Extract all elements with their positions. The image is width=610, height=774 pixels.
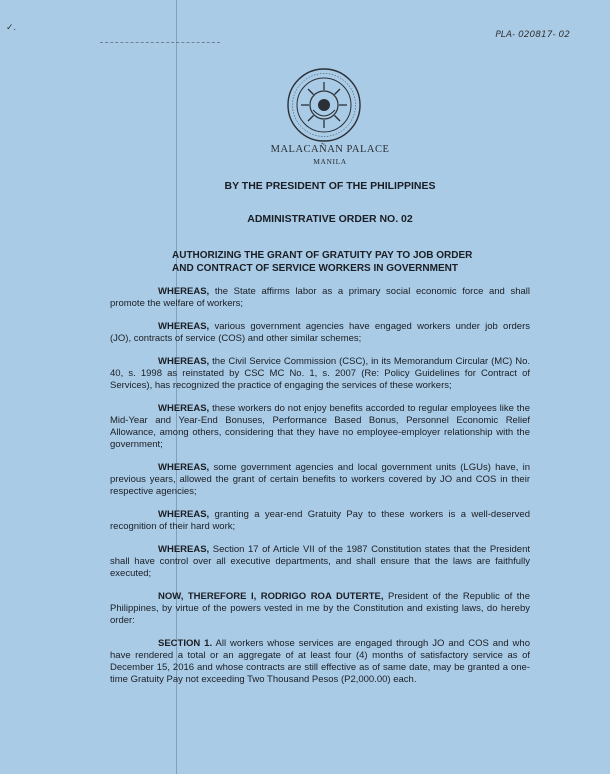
presidential-seal-icon	[285, 66, 363, 144]
whereas-clause	[110, 286, 530, 310]
whereas-clause	[110, 321, 530, 345]
whereas-clause	[110, 462, 530, 498]
city-name: MANILA	[313, 157, 347, 166]
order-title-line: AND CONTRACT OF SERVICE WORKERS IN GOVERNMENT	[172, 263, 458, 274]
clause-text: the State affirms labor as a primary social economic force and shall promote the welfare of workers;	[110, 286, 530, 309]
clause-lead: WHEREAS,	[158, 403, 210, 414]
clause-text: some government agencies and local government units (LGUs) have, in previous years, allowed the grant of certain benefits to workers covered by JO and COS in their respective agencies;	[110, 462, 530, 497]
clause-lead: NOW, THEREFORE I, RODRIGO ROA DUTERTE,	[158, 591, 384, 602]
clause-text: the Civil Service Commission (CSC), in its Memorandum Circular (MC) No. 40, s. 1998 as reinstated by CSC MC No. 1, s. 2007 (Re: Policy Guidelines for Contract of Services), has recognized the practice of engaging the services of these workers;	[110, 356, 530, 391]
clause-text: granting a year-end Gratuity Pay to these workers is a well-deserved recognition of their hard work;	[110, 509, 530, 532]
clause-lead: WHEREAS,	[158, 509, 210, 520]
clause-lead: WHEREAS,	[158, 462, 210, 473]
section-clause	[110, 638, 530, 686]
whereas-clause	[110, 356, 530, 392]
clause-lead: WHEREAS,	[158, 356, 210, 367]
clause-lead: SECTION 1.	[158, 638, 213, 649]
order-body	[110, 286, 530, 697]
order-title	[172, 249, 592, 275]
clause-text: President of the Republic of the Philippines, by virtue of the powers vested in me by the Constitution and existing laws, do hereby order:	[110, 591, 530, 626]
order-clause	[110, 591, 530, 627]
clause-text: various government agencies have engaged workers under job orders (JO), contracts of service (COS) and other similar schemes;	[110, 321, 530, 344]
whereas-clause	[110, 544, 530, 580]
clause-text: these workers do not enjoy benefits accorded to regular employees like the Mid-Year and Year-End Bonuses, Performance Based Bonus, Personnel Economic Relief Allowance, among others, considering that they have no employee-employer relationship with the government;	[110, 403, 530, 450]
clause-lead: WHEREAS,	[158, 321, 210, 332]
issuer-heading: BY THE PRESIDENT OF THE PHILIPPINES	[224, 180, 436, 192]
whereas-clause	[110, 509, 530, 533]
scan-artifact-mark: ✓.	[6, 22, 17, 32]
order-title-line: AUTHORIZING THE GRANT OF GRATUITY PAY TO JOB ORDER	[172, 250, 473, 261]
clause-text: Section 17 of Article VII of the 1987 Constitution states that the President shall have control over all executive departments, and shall ensure that the laws are faithfully executed;	[110, 544, 530, 579]
clause-lead: WHEREAS,	[158, 544, 210, 555]
order-number-heading: ADMINISTRATIVE ORDER NO. 02	[247, 213, 413, 225]
clause-lead: WHEREAS,	[158, 286, 210, 297]
palace-name: MALACAÑAN PALACE	[270, 144, 390, 155]
clause-text: All workers whose services are engaged through JO and COS and who have rendered a total or an aggregate of at least four (4) months of satisfactory service as of December 15, 2016 and whose contracts are still effective as of same date, may be granted a one-time Gratuity Pay not exceeding Two Thousand Pesos (P2,000.00) each.	[110, 638, 530, 685]
whereas-clause	[110, 403, 530, 451]
reference-note: PLA- 020817- 02	[495, 30, 570, 40]
scan-artifact-dash	[100, 42, 220, 43]
